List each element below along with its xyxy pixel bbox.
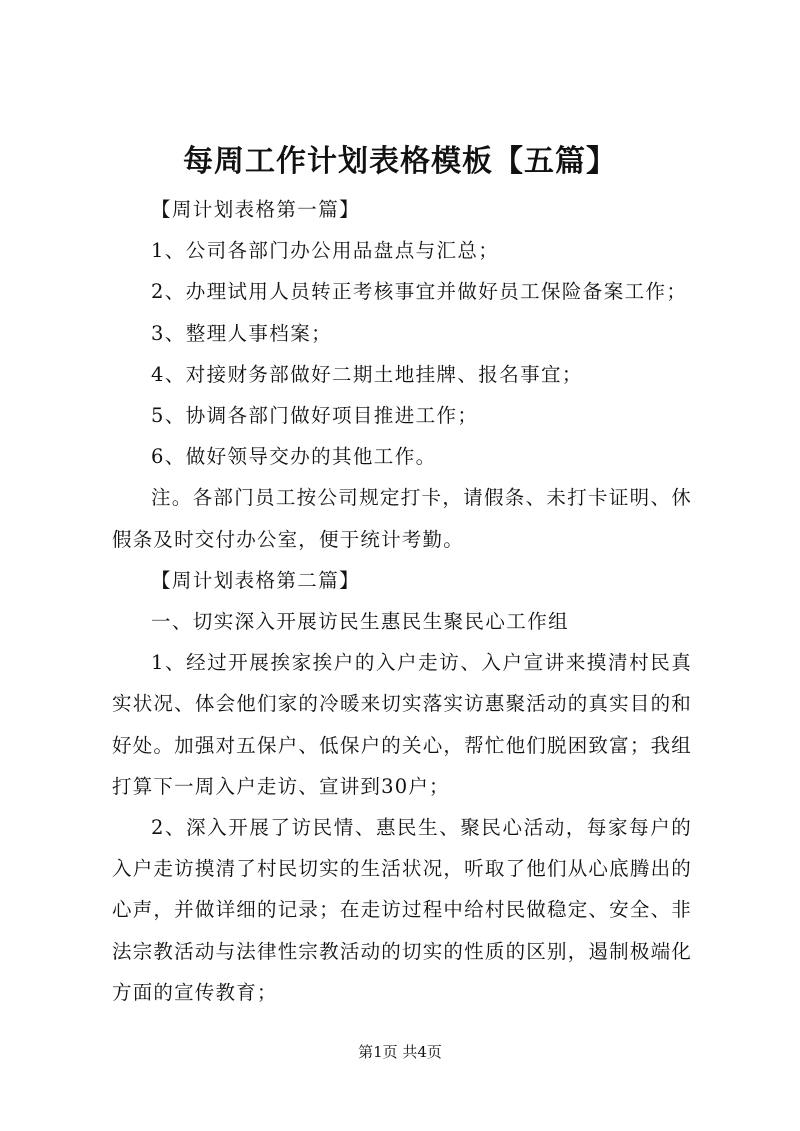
document-body [112, 189, 692, 1013]
section-heading-2: 【周计划表格第二篇】 [151, 568, 361, 592]
subsection-heading: 一、切实深入开展访民生惠民生聚民心工作组 [151, 610, 570, 634]
body-paragraph-1: 1、经过开展挨家挨户的入户走访、入户宣讲来摸清村民真实状况、体会他们家的冷暖来切实落实访惠聚活动的真实目的和好处。加强对五保户、低保户的关心，帮忙他们脱困致富；我组打算下一周入户走访、宣讲到30户； [112, 651, 692, 798]
plan-item-3: 3、整理人事档案； [151, 321, 333, 345]
body-paragraph-2: 2、深入开展了访民情、惠民生、聚民心活动，每家每户的入户走访摸清了村民切实的生活状况，听取了他们从心底腾出的心声，并做详细的记录；在走访过程中给村民做稳定、安全、非法宗教活动与法律性宗教活动的切实的性质的区别，遏制极端化方面的宣传教育； [112, 816, 692, 1004]
plan-item-6: 6、做好领导交办的其他工作。 [151, 445, 437, 469]
plan-item-4: 4、对接财务部做好二期土地挂牌、报名事宜； [151, 362, 583, 386]
page-footer: 第1页 共4页 [358, 1043, 442, 1061]
plan-item-5: 5、协调各部门做好项目推进工作； [151, 404, 479, 428]
plan-item-1: 1、公司各部门办公用品盘点与汇总； [151, 239, 500, 263]
document-title: 每周工作计划表格模板【五篇】 [183, 144, 617, 179]
plan-item-2: 2、办理试用人员转正考核事宜并做好员工保险备案工作； [151, 280, 688, 304]
section-heading-1: 【周计划表格第一篇】 [151, 198, 361, 221]
note-paragraph: 注。各部门员工按公司规定打卡，请假条、未打卡证明、休假条及时交付办公室，便于统计考勤。 [112, 486, 692, 551]
